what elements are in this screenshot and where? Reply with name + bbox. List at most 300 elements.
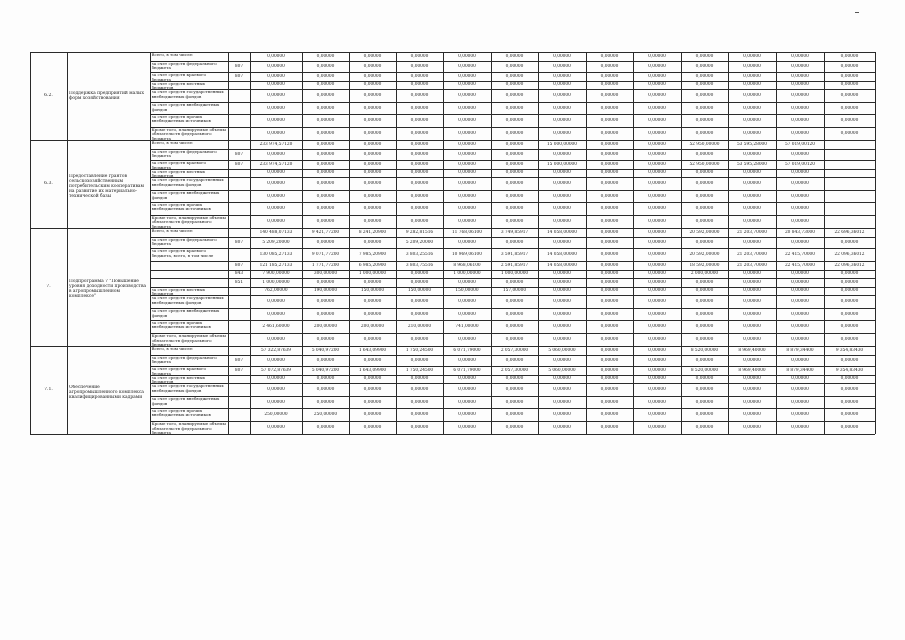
value-cell: 7 985,20900 bbox=[358, 252, 387, 258]
row-label: за счет средств местных бюджетов bbox=[151, 287, 205, 297]
value-cell: 0,00000 bbox=[267, 130, 285, 136]
value-cell: 0,00000 bbox=[791, 357, 809, 363]
value-cell: 741,00000 bbox=[455, 323, 479, 329]
value-cell: 0,00000 bbox=[695, 288, 714, 294]
value-cell: 0,00000 bbox=[600, 239, 619, 245]
column-divider bbox=[538, 52, 539, 434]
value-cell: 0,00000 bbox=[648, 93, 666, 99]
value-cell: 0,00000 bbox=[600, 411, 619, 417]
value-cell: 0,00000 bbox=[840, 117, 859, 123]
value-cell: 6 071,79000 bbox=[453, 347, 481, 353]
value-cell: 0,00000 bbox=[458, 399, 476, 405]
value-cell: 0,00000 bbox=[553, 279, 571, 285]
row-code: 843 bbox=[234, 271, 244, 277]
value-cell: 0,00000 bbox=[695, 411, 714, 417]
value-cell: 0,00000 bbox=[458, 193, 476, 199]
value-cell: 0,00000 bbox=[410, 399, 429, 405]
value-cell: 0,00000 bbox=[743, 288, 761, 294]
value-cell: 0,00000 bbox=[648, 105, 666, 111]
value-cell: 0,00000 bbox=[840, 323, 859, 329]
value-cell: 0,00000 bbox=[791, 218, 809, 224]
value-cell: 0,00000 bbox=[695, 337, 714, 343]
value-cell: 0,00000 bbox=[267, 117, 285, 123]
value-cell: 0,00000 bbox=[695, 323, 714, 329]
value-cell: 0,00000 bbox=[410, 271, 429, 277]
value-cell: 250,00000 bbox=[264, 411, 288, 417]
value-cell: 0,00000 bbox=[267, 337, 285, 343]
value-cell: 0,00000 bbox=[791, 376, 809, 382]
value-cell: 0,00000 bbox=[267, 376, 285, 382]
value-cell: 0,00000 bbox=[695, 73, 714, 79]
value-cell: 0,00000 bbox=[316, 93, 335, 99]
value-cell: 0,00000 bbox=[648, 262, 666, 268]
value-cell: 22 415,70000 bbox=[784, 252, 816, 258]
value-cell: 0,00000 bbox=[695, 205, 714, 211]
value-cell: 0,00000 bbox=[267, 63, 285, 69]
value-cell: 0,00000 bbox=[791, 82, 809, 88]
value-cell: 0,00000 bbox=[316, 399, 335, 405]
value-cell: 21 203,70000 bbox=[736, 262, 768, 268]
value-cell: 0,00000 bbox=[553, 376, 571, 382]
row-label: за счет средств местных бюджетов bbox=[151, 169, 205, 179]
value-cell: 52 950,00000 bbox=[689, 161, 720, 167]
value-cell: 0,00000 bbox=[840, 425, 859, 431]
value-cell: 150,00000 bbox=[455, 288, 479, 294]
value-cell: 0,00000 bbox=[505, 141, 524, 147]
value-cell: 0,00000 bbox=[791, 411, 809, 417]
value-cell: 0,00000 bbox=[267, 73, 285, 79]
value-cell: 0,00000 bbox=[791, 323, 809, 329]
value-cell: 8 520,00000 bbox=[690, 367, 719, 373]
value-cell: 0,00000 bbox=[410, 63, 429, 69]
value-cell: 0,00000 bbox=[695, 239, 714, 245]
value-cell: 0,00000 bbox=[363, 411, 382, 417]
value-cell: 0,00000 bbox=[363, 82, 382, 88]
row-label: за счет средств прочих внебюджетных источников bbox=[151, 114, 211, 124]
row-label: Кроме того, планируемые объемы обязательств федерального бюджета bbox=[151, 127, 226, 142]
value-cell: 0,00000 bbox=[600, 311, 619, 317]
value-cell: 0,00000 bbox=[791, 299, 809, 305]
value-cell: 0,00000 bbox=[791, 117, 809, 123]
value-cell: 0,00000 bbox=[505, 170, 524, 176]
value-cell: 0,00000 bbox=[840, 271, 859, 277]
value-cell: 0,00000 bbox=[600, 367, 619, 373]
value-cell: 1 000,00000 bbox=[453, 271, 481, 277]
value-cell: 0,00000 bbox=[316, 279, 335, 285]
value-cell: 0,00000 bbox=[316, 105, 335, 111]
value-cell: 0,00000 bbox=[363, 399, 382, 405]
value-cell: 0,00000 bbox=[316, 376, 335, 382]
value-cell: 0,00000 bbox=[505, 337, 524, 343]
value-cell: 1 750,24500 bbox=[405, 367, 434, 373]
value-cell: 0,00000 bbox=[695, 53, 714, 59]
section-name: Предоставление грантов сельскохозяйственным потребительским кооперативам на развитие их материально-технической базы bbox=[69, 173, 144, 199]
value-cell: 0,00000 bbox=[505, 193, 524, 199]
column-divider bbox=[302, 52, 303, 434]
value-cell: 21 203,70000 bbox=[736, 229, 768, 235]
row-divider bbox=[30, 52, 875, 53]
column-divider bbox=[443, 52, 444, 434]
row-divider bbox=[150, 127, 875, 128]
value-cell: 0,00000 bbox=[363, 130, 382, 136]
value-cell: 0,00000 bbox=[458, 411, 476, 417]
value-cell: 2 591,85917 bbox=[500, 262, 529, 268]
row-divider bbox=[150, 215, 875, 216]
value-cell: 0,00000 bbox=[648, 387, 666, 393]
column-divider bbox=[396, 52, 397, 434]
value-cell: 0,00000 bbox=[553, 357, 571, 363]
value-cell: 1 771,77200 bbox=[311, 262, 340, 268]
value-cell: 0,00000 bbox=[267, 357, 285, 363]
value-cell: 0,00000 bbox=[791, 53, 809, 59]
value-cell: 0,00000 bbox=[458, 279, 476, 285]
value-cell: 0,00000 bbox=[743, 411, 761, 417]
value-cell: 22 415,70000 bbox=[784, 262, 816, 268]
value-cell: 0,00000 bbox=[458, 425, 476, 431]
value-cell: 0,00000 bbox=[553, 205, 571, 211]
row-divider bbox=[150, 61, 875, 62]
value-cell: 9 421,77200 bbox=[311, 229, 340, 235]
value-cell: 0,00000 bbox=[695, 193, 714, 199]
value-cell: 0,00000 bbox=[458, 357, 476, 363]
value-cell: 0,00000 bbox=[840, 288, 859, 294]
value-cell: 20 592,00000 bbox=[689, 252, 720, 258]
value-cell: 0,00000 bbox=[743, 425, 761, 431]
value-cell: 210,00000 bbox=[407, 323, 432, 329]
value-cell: 0,00000 bbox=[695, 357, 714, 363]
value-cell: 0,00000 bbox=[458, 141, 476, 147]
value-cell: 0,00000 bbox=[410, 376, 429, 382]
value-cell: 0,00000 bbox=[743, 205, 761, 211]
value-cell: 0,00000 bbox=[743, 399, 761, 405]
row-code: 807 bbox=[234, 367, 244, 373]
value-cell: 0,00000 bbox=[743, 357, 761, 363]
value-cell: 0,00000 bbox=[743, 53, 761, 59]
value-cell: 0,00000 bbox=[316, 82, 335, 88]
value-cell: 0,00000 bbox=[648, 53, 666, 59]
value-cell: 0,00000 bbox=[600, 347, 619, 353]
value-cell: 0,00000 bbox=[410, 387, 429, 393]
value-cell: 0,00000 bbox=[410, 218, 429, 224]
value-cell: 0,00000 bbox=[791, 425, 809, 431]
value-cell: 0,00000 bbox=[410, 130, 429, 136]
value-cell: 0,00000 bbox=[267, 205, 285, 211]
value-cell: 14 058,00000 bbox=[546, 229, 578, 235]
value-cell: 0,00000 bbox=[458, 130, 476, 136]
value-cell: 0,00000 bbox=[363, 151, 382, 157]
value-cell: 0,00000 bbox=[840, 299, 859, 305]
value-cell: 233 974,57120 bbox=[259, 161, 293, 167]
value-cell: 0,00000 bbox=[648, 299, 666, 305]
row-label: за счет средств местных бюджетов bbox=[151, 375, 205, 385]
value-cell: 0,00000 bbox=[553, 193, 571, 199]
value-cell: 0,00000 bbox=[458, 299, 476, 305]
value-cell: 0,00000 bbox=[791, 170, 809, 176]
corner-mark bbox=[855, 12, 859, 13]
row-label: за счет средств государственных внебюджетных фондов bbox=[151, 178, 224, 187]
value-cell: 0,00000 bbox=[505, 161, 524, 167]
value-cell: 0,00000 bbox=[316, 53, 335, 59]
value-cell: 0,00000 bbox=[363, 181, 382, 187]
row-label: Кроме того, планируемые объемы обязательств федерального бюджета bbox=[151, 334, 226, 348]
value-cell: 0,00000 bbox=[553, 82, 571, 88]
value-cell: 0,00000 bbox=[505, 425, 524, 431]
value-cell: 0,00000 bbox=[840, 130, 859, 136]
value-cell: 0,00000 bbox=[695, 399, 714, 405]
value-cell: 300,00000 bbox=[313, 271, 338, 277]
value-cell: 0,00000 bbox=[505, 239, 524, 245]
value-cell: 0,00000 bbox=[743, 193, 761, 199]
value-cell: 3 803,75516 bbox=[405, 262, 434, 268]
row-label: за счет средств государственных внебюджетных фондов bbox=[151, 296, 224, 305]
value-cell: 0,00000 bbox=[363, 299, 382, 305]
value-cell: 0,00000 bbox=[695, 311, 714, 317]
row-code: 807 bbox=[234, 73, 244, 79]
value-cell: 150,00000 bbox=[407, 288, 432, 294]
column-divider bbox=[67, 52, 68, 434]
value-cell: 0,00000 bbox=[600, 105, 619, 111]
value-cell: 0,00000 bbox=[648, 218, 666, 224]
value-cell: 15 000,00000 bbox=[546, 141, 578, 147]
value-cell: 0,00000 bbox=[363, 170, 382, 176]
value-cell: 8 969,40000 bbox=[738, 367, 766, 373]
value-cell: 0,00000 bbox=[553, 130, 571, 136]
value-cell: 0,00000 bbox=[505, 151, 524, 157]
value-cell: 10 969,06100 bbox=[451, 252, 483, 258]
value-cell: 0,00000 bbox=[267, 299, 285, 305]
value-cell: 0,00000 bbox=[505, 63, 524, 69]
value-cell: 0,00000 bbox=[458, 105, 476, 111]
value-cell: 0,00000 bbox=[840, 337, 859, 343]
value-cell: 8 879,34400 bbox=[786, 347, 814, 353]
value-cell: 0,00000 bbox=[553, 387, 571, 393]
value-cell: 0,00000 bbox=[458, 239, 476, 245]
value-cell: 0,00000 bbox=[648, 82, 666, 88]
value-cell: 0,00000 bbox=[791, 271, 809, 277]
value-cell: 0,00000 bbox=[743, 337, 761, 343]
value-cell: 0,00000 bbox=[505, 105, 524, 111]
value-cell: 0,00000 bbox=[840, 279, 859, 285]
value-cell: 0,00000 bbox=[410, 105, 429, 111]
value-cell: 0,00000 bbox=[316, 63, 335, 69]
value-cell: 0,00000 bbox=[553, 411, 571, 417]
value-cell: 0,00000 bbox=[363, 337, 382, 343]
value-cell: 0,00000 bbox=[648, 357, 666, 363]
value-cell: 0,00000 bbox=[553, 63, 571, 69]
value-cell: 250,00000 bbox=[313, 411, 338, 417]
row-divider bbox=[150, 114, 875, 115]
value-cell: 1 643,09900 bbox=[358, 367, 387, 373]
value-cell: 0,00000 bbox=[600, 53, 619, 59]
value-cell: 2 057,30000 bbox=[500, 347, 529, 353]
value-cell: 53 595,28000 bbox=[736, 161, 768, 167]
value-cell: 0,00000 bbox=[791, 311, 809, 317]
value-cell: 0,00000 bbox=[553, 117, 571, 123]
value-cell: 0,00000 bbox=[505, 181, 524, 187]
value-cell: 0,00000 bbox=[316, 311, 335, 317]
value-cell: 22 696,36012 bbox=[834, 229, 865, 235]
value-cell: 0,00000 bbox=[316, 425, 335, 431]
value-cell: 0,00000 bbox=[410, 337, 429, 343]
value-cell: 0,00000 bbox=[316, 151, 335, 157]
value-cell: 0,00000 bbox=[267, 181, 285, 187]
section-number: 7. bbox=[46, 284, 51, 290]
value-cell: 0,00000 bbox=[743, 151, 761, 157]
value-cell: 0,00000 bbox=[600, 399, 619, 405]
row-label: Всего, в том числе: bbox=[151, 53, 194, 57]
value-cell: 6 071,79000 bbox=[453, 367, 481, 373]
value-cell: 0,00000 bbox=[553, 151, 571, 157]
section-name: Подпрограмма 7 "Повышение уровня доходности производства в агропромышленном комплексе" bbox=[69, 279, 147, 300]
value-cell: 9 354,83430 bbox=[835, 367, 864, 373]
value-cell: 0,00000 bbox=[648, 161, 666, 167]
value-cell: 0,00000 bbox=[505, 376, 524, 382]
value-cell: 0,00000 bbox=[695, 181, 714, 187]
value-cell: 0,00000 bbox=[791, 93, 809, 99]
value-cell: 0,00000 bbox=[840, 399, 859, 405]
value-cell: 1 643,09900 bbox=[358, 347, 387, 353]
value-cell: 0,00000 bbox=[600, 63, 619, 69]
value-cell: 0,00000 bbox=[648, 425, 666, 431]
value-cell: 0,00000 bbox=[840, 311, 859, 317]
value-cell: 0,00000 bbox=[316, 73, 335, 79]
value-cell: 0,00000 bbox=[363, 205, 382, 211]
value-cell: 0,00000 bbox=[648, 288, 666, 294]
value-cell: 0,00000 bbox=[600, 218, 619, 224]
value-cell: 0,00000 bbox=[791, 151, 809, 157]
value-cell: 0,00000 bbox=[840, 376, 859, 382]
row-label: за счет средств краевого бюджета bbox=[151, 73, 206, 82]
value-cell: 5 040,97200 bbox=[311, 367, 340, 373]
value-cell: 0,00000 bbox=[553, 299, 571, 305]
value-cell: 0,00000 bbox=[363, 117, 382, 123]
value-cell: 0,00000 bbox=[505, 53, 524, 59]
value-cell: 0,00000 bbox=[410, 151, 429, 157]
value-cell: 0,00000 bbox=[743, 271, 761, 277]
value-cell: 0,00000 bbox=[553, 337, 571, 343]
value-cell: 0,00000 bbox=[648, 271, 666, 277]
value-cell: 0,00000 bbox=[458, 376, 476, 382]
column-divider bbox=[491, 52, 492, 434]
value-cell: 0,00000 bbox=[267, 170, 285, 176]
value-cell: 0,00000 bbox=[363, 357, 382, 363]
value-cell: 0,00000 bbox=[695, 117, 714, 123]
value-cell: 0,00000 bbox=[553, 239, 571, 245]
value-cell: 0,00000 bbox=[600, 130, 619, 136]
value-cell: 9 354,83430 bbox=[835, 347, 864, 353]
row-divider bbox=[150, 383, 875, 384]
value-cell: 0,00000 bbox=[743, 279, 761, 285]
value-cell: 0,00000 bbox=[363, 239, 382, 245]
value-cell: 0,00000 bbox=[505, 205, 524, 211]
value-cell: 0,00000 bbox=[458, 73, 476, 79]
value-cell: 0,00000 bbox=[743, 170, 761, 176]
value-cell: 0,00000 bbox=[267, 105, 285, 111]
value-cell: 0,00000 bbox=[648, 311, 666, 317]
value-cell: 0,00000 bbox=[648, 279, 666, 285]
value-cell: 0,00000 bbox=[600, 288, 619, 294]
value-cell: 0,00000 bbox=[458, 53, 476, 59]
value-cell: 0,00000 bbox=[791, 73, 809, 79]
value-cell: 0,00000 bbox=[410, 141, 429, 147]
row-divider bbox=[150, 237, 875, 238]
value-cell: 0,00000 bbox=[695, 170, 714, 176]
value-cell: 0,00000 bbox=[363, 425, 382, 431]
value-cell: 0,00000 bbox=[600, 170, 619, 176]
value-cell: 0,00000 bbox=[505, 279, 524, 285]
value-cell: 0,00000 bbox=[648, 193, 666, 199]
value-cell: 1 000,00000 bbox=[262, 279, 290, 285]
value-cell: 0,00000 bbox=[695, 151, 714, 157]
value-cell: 0,00000 bbox=[363, 376, 382, 382]
value-cell: 0,00000 bbox=[505, 311, 524, 317]
value-cell: 15 000,00000 bbox=[546, 161, 578, 167]
value-cell: 0,00000 bbox=[791, 399, 809, 405]
value-cell: 0,00000 bbox=[505, 387, 524, 393]
value-cell: 0,00000 bbox=[743, 82, 761, 88]
value-cell: 0,00000 bbox=[316, 218, 335, 224]
value-cell: 0,00000 bbox=[363, 311, 382, 317]
value-cell: 0,00000 bbox=[505, 299, 524, 305]
value-cell: 0,00000 bbox=[695, 425, 714, 431]
value-cell: 0,00000 bbox=[791, 181, 809, 187]
row-label: за счет средств федерального бюджета bbox=[151, 149, 217, 159]
value-cell: 121 185,27133 bbox=[259, 262, 293, 268]
value-cell: 0,00000 bbox=[458, 311, 476, 317]
value-cell: 20 843,73000 bbox=[784, 229, 816, 235]
row-code: 807 bbox=[234, 239, 244, 245]
value-cell: 0,00000 bbox=[316, 193, 335, 199]
value-cell: 0,00000 bbox=[363, 193, 382, 199]
value-cell: 0,00000 bbox=[267, 93, 285, 99]
value-cell: 0,00000 bbox=[267, 387, 285, 393]
row-divider bbox=[150, 102, 875, 103]
value-cell: 3 591,85917 bbox=[500, 252, 529, 258]
value-cell: 57 072,87639 bbox=[260, 367, 292, 373]
value-cell: 0,00000 bbox=[743, 130, 761, 136]
value-cell: 0,00000 bbox=[600, 271, 619, 277]
value-cell: 0,00000 bbox=[648, 239, 666, 245]
row-divider bbox=[150, 177, 875, 178]
value-cell: 0,00000 bbox=[316, 161, 335, 167]
row-divider bbox=[150, 190, 875, 191]
value-cell: 0,00000 bbox=[363, 93, 382, 99]
value-cell: 0,00000 bbox=[695, 105, 714, 111]
value-cell: 8 968,06100 bbox=[453, 262, 481, 268]
row-divider bbox=[150, 355, 875, 356]
value-cell: 0,00000 bbox=[791, 239, 809, 245]
row-code: 807 bbox=[234, 63, 244, 69]
value-cell: 0,00000 bbox=[743, 323, 761, 329]
value-cell: 0,00000 bbox=[410, 205, 429, 211]
row-label: за счет средств местных бюджетов bbox=[151, 81, 205, 91]
value-cell: 0,00000 bbox=[600, 82, 619, 88]
value-cell: 0,00000 bbox=[553, 288, 571, 294]
value-cell: 0,00000 bbox=[695, 82, 714, 88]
value-cell: 0,00000 bbox=[743, 299, 761, 305]
value-cell: 0,00000 bbox=[410, 181, 429, 187]
column-divider bbox=[30, 52, 31, 434]
row-label: за счет средств краевого бюджета, всего, в том числе bbox=[151, 249, 214, 258]
value-cell: 0,00000 bbox=[316, 170, 335, 176]
row-divider bbox=[150, 295, 875, 296]
value-cell: 0,00000 bbox=[791, 105, 809, 111]
value-cell: 0,00000 bbox=[600, 357, 619, 363]
column-divider bbox=[586, 52, 587, 434]
value-cell: 0,00000 bbox=[695, 93, 714, 99]
value-cell: 0,00000 bbox=[316, 117, 335, 123]
value-cell: 22 096,36012 bbox=[834, 262, 865, 268]
